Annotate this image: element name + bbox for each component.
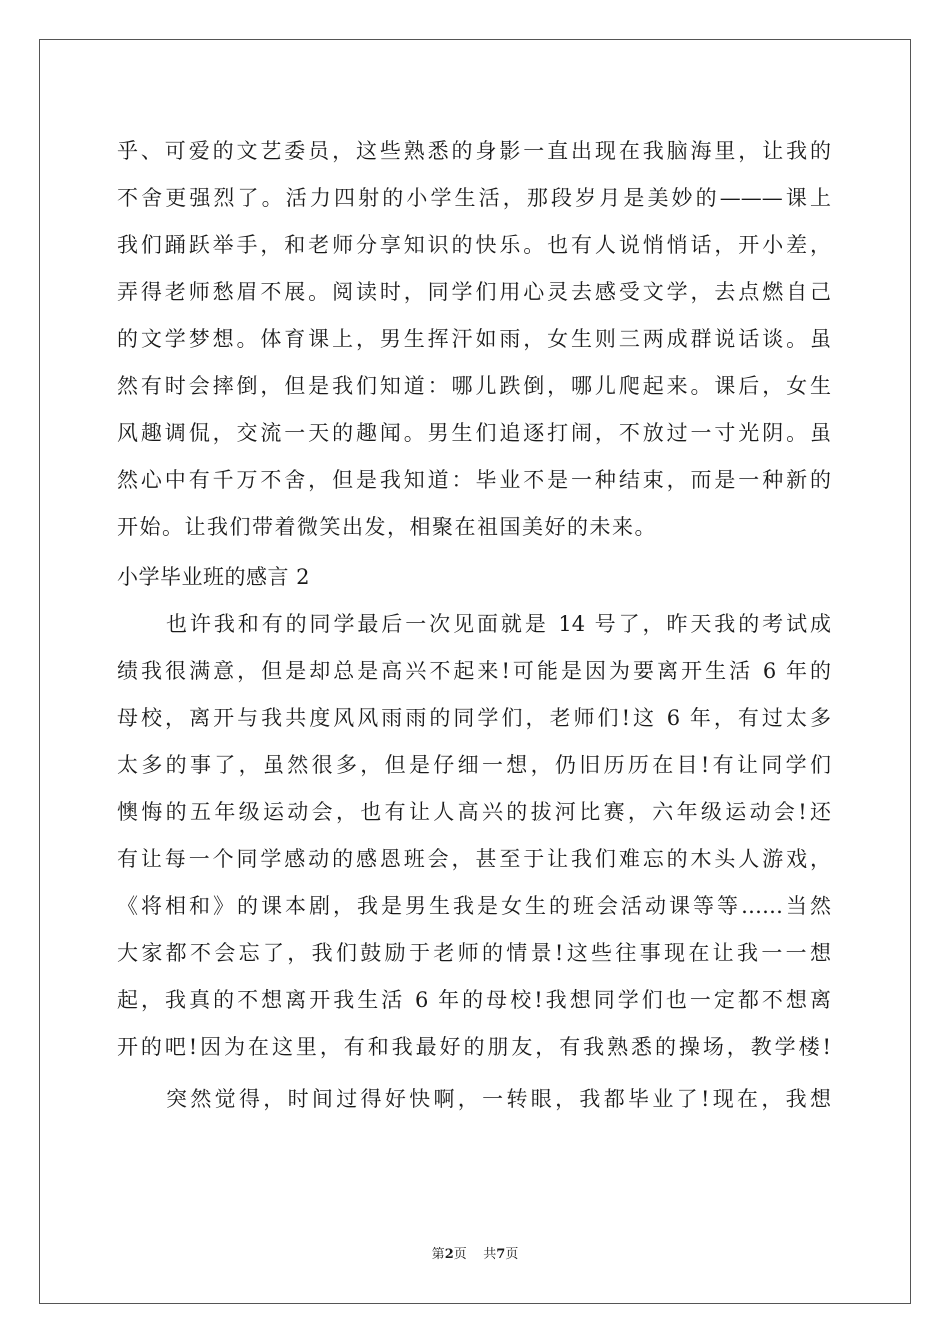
paragraph-line: 开的吧!因为在这里，有和我最好的朋友，有我熟悉的操场，教学楼!: [117, 1035, 831, 1059]
paragraph-line: 不舍更强烈了。活力四射的小学生活，那段岁月是美妙的———课上: [117, 186, 831, 210]
current-page-number: 2: [444, 1247, 454, 1262]
total-page-number: 7: [496, 1247, 506, 1262]
page-footer: [0, 1248, 950, 1261]
paragraph-line: 大家都不会忘了，我们鼓励于老师的情景!这些往事现在让我一一想: [117, 941, 831, 965]
paragraph-line: 风趣调侃，交流一天的趣闻。男生们追逐打闹，不放过一寸光阴。虽: [117, 421, 831, 445]
paragraph-line: 太多的事了，虽然很多，但是仔细一想，仍旧历历在目!有让同学们: [117, 753, 831, 777]
footer-middle: 页 共: [453, 1247, 497, 1262]
paragraph-line: 懊悔的五年级运动会，也有让人高兴的拔河比赛，六年级运动会!还: [117, 800, 831, 824]
paragraph-line: 也许我和有的同学最后一次见面就是 14 号了，昨天我的考试成: [166, 612, 831, 636]
paragraph-line: 乎、可爱的文艺委员，这些熟悉的身影一直出现在我脑海里，让我的: [117, 139, 831, 163]
section-heading: 小学毕业班的感言 2: [117, 565, 311, 589]
paragraph-line: 有让每一个同学感动的感恩班会，甚至于让我们难忘的木头人游戏，: [117, 847, 831, 871]
paragraph-line: 的文学梦想。体育课上，男生挥汗如雨，女生则三两成群说话谈。虽: [117, 327, 831, 351]
paragraph-line: 弄得老师愁眉不展。阅读时，同学们用心灵去感受文学，去点燃自己: [117, 280, 831, 304]
paragraph-line: 然心中有千万不舍，但是我知道：毕业不是一种结束，而是一种新的: [117, 468, 831, 492]
paragraph-line: 开始。让我们带着微笑出发，相聚在祖国美好的未来。: [117, 515, 657, 539]
footer-prefix: 第: [431, 1247, 445, 1262]
paragraph-line: 母校，离开与我共度风风雨雨的同学们，老师们!这 6 年，有过太多: [117, 706, 831, 730]
paragraph-line: 我们踊跃举手，和老师分享知识的快乐。也有人说悄悄话，开小差，: [117, 233, 831, 257]
footer-suffix: 页: [505, 1247, 519, 1262]
paragraph-line: 然有时会摔倒，但是我们知道：哪儿跌倒，哪儿爬起来。课后，女生: [117, 374, 831, 398]
paragraph-line: 《将相和》的课本剧，我是男生我是女生的班会活动课等等……当然: [117, 894, 831, 918]
paragraph-line: 绩我很满意，但是却总是高兴不起来!可能是因为要离开生活 6 年的: [117, 659, 831, 683]
paragraph-line: 起，我真的不想离开我生活 6 年的母校!我想同学们也一定都不想离: [117, 988, 831, 1012]
paragraph-line: 突然觉得，时间过得好快啊，一转眼，我都毕业了!现在，我想: [166, 1087, 831, 1111]
